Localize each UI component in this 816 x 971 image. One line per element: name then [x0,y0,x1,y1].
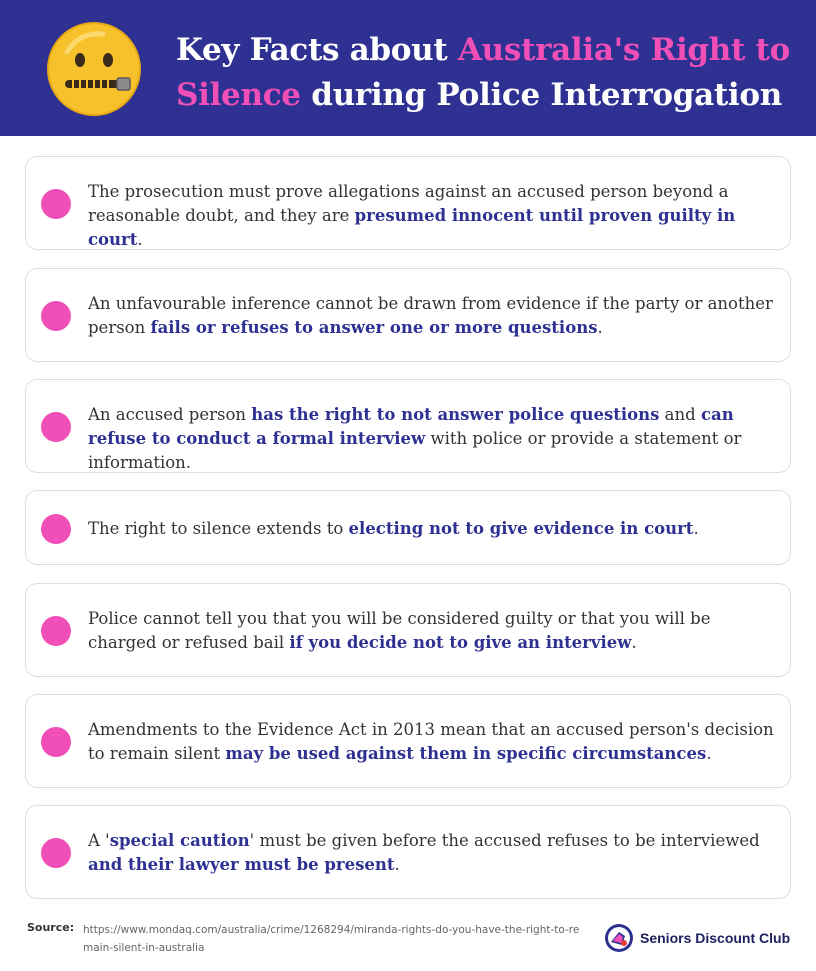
bullet-dot-icon [41,412,71,442]
bullet-dot-icon [41,616,71,646]
fact-segment: and [659,405,701,424]
fact-highlight: presumed innocent until proven guilty in court [88,206,736,249]
fact-highlight: and their lawyer must be present [88,855,395,874]
fact-card [25,805,791,899]
bullet-dot-icon [41,838,71,868]
fact-card [25,490,791,565]
fact-card [25,379,791,473]
fact-text [88,829,778,877]
fact-highlight: can refuse to conduct a formal interview [88,405,734,448]
bullet-dot-icon [41,301,71,331]
fact-segment: An accused person [88,405,252,424]
fact-segment: with police or provide a statement or information. [88,429,742,472]
fact-highlight: has the right to not answer police questions [251,405,660,424]
fact-segment: . [394,855,400,874]
fact-segment: . [597,318,603,337]
fact-highlight: electing not to give evidence in court [348,518,694,538]
fact-text [88,403,778,475]
fact-text [88,517,778,541]
title-part-2: during Police Interrogation [300,77,783,113]
seniors-discount-club-logo-icon [604,923,634,953]
fact-segment: . [631,633,637,652]
zipper-mouth-face-icon [47,22,141,116]
brand-name: Seniors Discount Club [640,930,791,946]
title-part-1: Key Facts about [176,32,458,68]
fact-highlight: if you decide not to give an interview [289,633,632,652]
fact-segment: . [706,744,712,763]
fact-card [25,268,791,362]
page-title [176,28,796,118]
fact-highlight: special caution [109,831,250,850]
brand[interactable] [604,922,790,954]
fact-card [25,583,791,677]
fact-segment: The prosecution must prove allegations against an accused person beyond a reasonable doubt, and they are [88,182,729,225]
bullet-dot-icon [41,514,71,544]
fact-card [25,694,791,788]
title-accent: Australia's Right to Silence [176,32,790,113]
source-link[interactable]: https://www.mondaq.com/australia/crime/1268294/miranda-rights-do-you-have-the-right-to-remain-silent-in-australia [83,924,580,954]
bullet-dot-icon [41,189,71,219]
source-label: Source: [27,921,75,934]
fact-text [88,292,778,340]
fact-segment: . [137,230,143,249]
fact-segment: A ' [88,831,110,850]
fact-highlight: fails or refuses to answer one or more questions [150,318,598,337]
fact-segment: ' must be given before the accused refuses to be interviewed [249,831,760,850]
fact-segment: The right to silence extends to [88,518,349,538]
fact-segment: Police cannot tell you that you will be considered guilty or that you will be charged or refused bail [88,609,711,652]
fact-text [88,180,778,252]
fact-segment: Amendments to the Evidence Act in 2013 mean that an accused person's decision to remain silent [88,720,774,763]
bullet-dot-icon [41,727,71,757]
header-banner [0,0,816,136]
fact-card [25,156,791,250]
fact-segment: . [693,518,699,538]
fact-highlight: may be used against them in specific circumstances [225,744,707,763]
fact-text [88,718,778,766]
fact-text [88,607,778,655]
fact-segment: An unfavourable inference cannot be drawn from evidence if the party or another person [88,294,773,337]
